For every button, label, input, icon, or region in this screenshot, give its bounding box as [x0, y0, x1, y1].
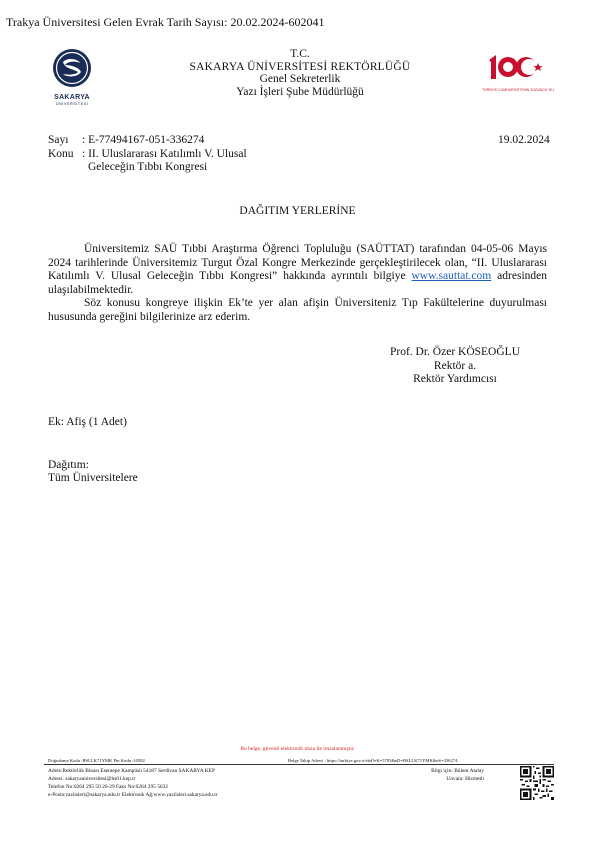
e-signature-notice: Bu belge, güvenli elektronik imza ile imzalanmıştır. — [240, 746, 355, 752]
sakarya-logo-icon — [52, 48, 92, 88]
footer-divider — [44, 764, 554, 765]
signatory-name: Prof. Dr. Özer KÖSEOĞLU — [390, 346, 520, 358]
signatory-title-2: Rektör Yardımcısı — [413, 373, 497, 385]
distribution — [48, 459, 138, 485]
logo-left-subtitle: ÜNİVERSİTESİ — [55, 101, 89, 106]
header-line-tc: T.C. — [290, 48, 310, 60]
distribution-value: Tüm Üniversitelere — [48, 472, 138, 484]
letterhead — [170, 48, 430, 98]
qr-code-icon — [520, 766, 554, 800]
signature-block — [375, 346, 535, 387]
konu-value: : II. Uluslararası Katılımlı V. Ulusal — [82, 147, 247, 160]
footer-address-line-4: e-Posta:yaziisleri@sakarya.edu.tr Elektronik Ağ:www.yaziisleri.sakarya.edu.tr — [48, 792, 218, 798]
contact-info — [428, 767, 484, 783]
sayi-value: : E-77494167-051-336274 — [82, 134, 205, 146]
addressee-title: DAĞITIM YERLERİNE — [239, 205, 356, 217]
sayi-label: Sayı — [48, 134, 69, 146]
distribution-label: Dağıtım: — [48, 459, 89, 471]
footer-address — [48, 767, 218, 799]
contact-title: Unvanı: Hizmetli — [446, 776, 484, 782]
header-line-university: SAKARYA ÜNİVERSİTESİ REKTÖRLÜĞÜ — [189, 60, 411, 73]
republic-100th-year-icon — [486, 52, 550, 82]
footer-address-line-1: Adres:Rektörlük Binası Esentepe Kampüsü 54187 Serdivan SAKARYA KEP — [48, 768, 215, 774]
body-paragraph-1-text: Üniversitemiz SAÜ Tıbbi Araştırma Öğrenci Topluluğu (SAÜTTAT) tarafından 04-05-06 Mayıs 2024 tarihlerinde Üniversitemiz Turgut Özal Kongre Merkezinde gerçekleştirilecek olan, “II. Uluslararası Katılımlı V. Ulusal Geleceğin Tıbbı Kongresi” hakkında ayrıntılı bilgiye — [48, 243, 547, 282]
logo-right-tagline: TÜRKİYE CUMHURİYETİ'NİN YÜZÜNCÜ YILI — [482, 88, 555, 92]
body-paragraph-1 — [48, 243, 547, 297]
body-paragraph-2: Söz konusu kongreye ilişkin Ek’te yer alan afişin Üniversiteniz Tıp Fakültelerine duyurulması hususunda gereğini bilgilerinize arz ederim. — [48, 297, 547, 323]
republic-100-logo — [482, 52, 554, 92]
sakarya-university-logo — [48, 48, 96, 106]
header-line-department: Genel Sekreterlik — [259, 73, 341, 85]
document-tracking-address: Belge Takip Adresi : https://turkiye.gov.tr/ebd?eK=5783&eD=BSLLK71YMK&eS=336274 — [288, 758, 458, 763]
konu-value-continued: Geleceğin Tıbbı Kongresi — [88, 161, 208, 173]
verification-codes — [48, 758, 554, 763]
document-meta — [48, 134, 247, 175]
verification-code: Doğrulama Kodu :BSLLK71YMK Pin Kodu :10582 — [48, 758, 145, 763]
contact-person: Bilgi için: Bülent Atalay — [431, 768, 484, 774]
incoming-document-stamp: Trakya Üniversitesi Gelen Evrak Tarih Sayısı: 20.02.2024-602041 — [6, 15, 325, 29]
logo-left-name: SAKARYA — [54, 94, 90, 101]
attachment-note: Ek: Afiş (1 Adet) — [48, 416, 127, 428]
footer-address-line-2: Adresi: sakaryauniversitesi@hs01.kep.tr — [48, 776, 136, 782]
congress-website-link[interactable]: www.sauttat.com — [411, 270, 492, 282]
footer-address-line-3: Telefon No:0264 295 50 26-29 Faks No:0264 295 5032 — [48, 784, 169, 790]
signatory-title-1: Rektör a. — [433, 359, 477, 372]
letter-body — [48, 243, 547, 324]
header-line-office: Yazı İşleri Şube Müdürlüğü — [236, 85, 364, 98]
konu-label: Konu — [48, 147, 74, 160]
body-paragraph-1-end: adresinden ulaşılabilmektedir. — [48, 270, 547, 296]
document-date: 19.02.2024 — [498, 134, 550, 146]
